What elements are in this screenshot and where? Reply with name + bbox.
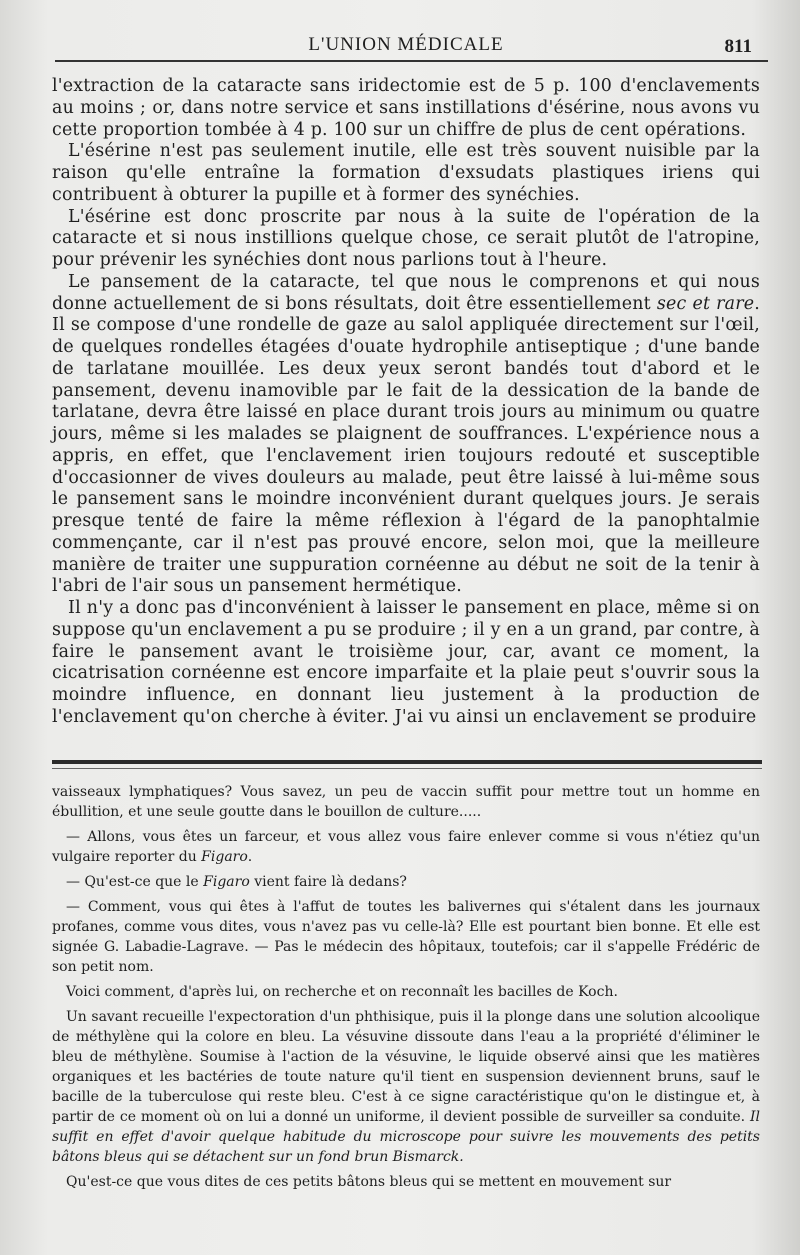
main-text: [52, 76, 760, 729]
feuilleton-paragraph: vaisseaux lymphatiques? Vous savez, un peu de vaccin suffit pour mettre tout un homme en ébullition, et une seule goutte dans le bouillon de culture.....: [52, 784, 760, 820]
journal-title: L'UNION MÉDICALE: [308, 34, 504, 55]
header-rule: [55, 60, 768, 62]
paragraph-text: Le pansement de la cataracte, tel que nous le comprenons et qui nous donne actuellement de si bons résultats, doit être essentiellement: [52, 271, 760, 314]
feuilleton-paragraph: [52, 872, 760, 892]
page-number: 811: [724, 36, 752, 57]
feuilleton-text: [52, 782, 760, 1192]
paragraph: Il n'y a donc pas d'inconvénient à laisser le pansement en place, même si on suppose qu'un enclavement a pu se produire ; il y en a un grand, par contre, à faire le pansement avant le troisième jour, car, avant ce moment, la cicatrisation cornéenne est encore imparfaite et la plaie peut s'ouvrir sous la moindre influence, en donnant lieu justement à la production de l'enclavement qu'on cherche à éviter. J'ai vu ainsi un enclavement se produire: [52, 598, 760, 727]
paragraph: L'ésérine est donc proscrite par nous à la suite de l'opération de la cataracte et si nous instillions quelque chose, ce serait plutôt de l'atropine, pour prévenir les synéchies dont nous parlions tout à l'heure.: [52, 206, 760, 270]
running-header: [52, 34, 760, 62]
emphasis: Figaro: [201, 849, 248, 865]
feuilleton-paragraph: [52, 827, 760, 867]
emphasis: Il suffit en effet d'avoir quelque habitude du microscope pour suivre les mouvements des petits bâtons bleus qui se détachent sur un fond brun Bismarck.: [52, 1109, 760, 1165]
feuilleton-rule-thin: [52, 768, 762, 769]
text-run: .: [247, 849, 253, 865]
feuilleton-paragraph: — Comment, vous qui êtes à l'affut de toutes les balivernes qui s'étalent dans les journaux profanes, comme vous dites, vous n'avez pas vu celle-là? Elle est pourtant bien bonne. Et elle est signée G. Labadie-Lagrave. — Pas le médecin des hôpitaux, toutefois; car il s'appelle Frédéric de son petit nom.: [52, 899, 760, 975]
text-run: — Allons, vous êtes un farceur, et vous allez vous faire enlever comme si vous n'étiez qu'un vulgaire reporter du: [52, 829, 760, 865]
text-run: — Qu'est-ce que le: [66, 874, 204, 890]
feuilleton-paragraph: [52, 1007, 760, 1167]
paragraph: L'ésérine n'est pas seulement inutile, elle est très souvent nuisible par la raison qu'elle entraîne la formation d'exsudats plastiques iriens qui contribuent à obturer la pupille et à former des synéchies.: [52, 141, 760, 205]
emphasis: Figaro: [203, 874, 250, 890]
feuilleton-paragraph: Voici comment, d'après lui, on recherche et on reconnaît les bacilles de Koch.: [66, 984, 618, 1000]
paragraph: l'extraction de la cataracte sans iridectomie est de 5 p. 100 d'enclavements au moins ; or, dans notre service et sans instillations d'ésérine, nous avons vu cette proportion tombée à 4 p. 100 sur un chiffre de plus de cent opérations.: [52, 76, 760, 140]
feuilleton-paragraph: Qu'est-ce que vous dites de ces petits bâtons bleus qui se mettent en mouvement sur: [66, 1174, 672, 1190]
paragraph: [52, 272, 760, 598]
emphasis: sec et rare: [656, 293, 755, 314]
text-run: vient faire là dedans?: [249, 874, 407, 890]
paragraph-text: . Il se compose d'une rondelle de gaze au salol appliquée directement sur l'œil, de quelques rondelles étagées d'ouate hydrophile antiseptique ; d'une bande de tarlatane mouillée. Les deux yeux seront bandés tout d'abord et le pansement, devenu inamovible par le fait de la dessication de la bande de tarlatane, devra être laissé en place durant trois jours au minimum ou quatre jours, même si les malades se plaignent de souffrances. L'expérience nous a appris, en effet, que l'enclavement irien toujours redouté et susceptible d'occasionner de vives douleurs au malade, peut être laissé à lui-même sous le pansement sans le moindre inconvénient durant quelques jours. Je serais presque tenté de faire la même réflexion à l'égard de la panophtalmie commençante, car il n'est pas prouvé encore, selon moi, que la meilleure manière de traiter une suppuration cornéenne au début ne soit de la tenir à l'abri de l'air sous un pansement hermétique.: [52, 293, 760, 597]
text-run: Un savant recueille l'expectoration d'un phthisique, puis il la plonge dans une solution alcoolique de méthylène qui la colore en bleu. La vésuvine dissoute dans l'eau a la propriété d'éliminer le bleu de méthylène. Soumise à l'action de la vésuvine, le liquide observé ainsi que les matières organiques et les bactéries de toute nature qu'il tient en suspension deviennent bruns, sauf le bacille de la tuberculose qui reste bleu. C'est à ce signe caractéristique qu'on le distingue et, à partir de ce moment où on lui a donné un uniforme, il devient possible de surveiller sa conduite.: [52, 1009, 760, 1125]
feuilleton-rule: [52, 760, 762, 764]
